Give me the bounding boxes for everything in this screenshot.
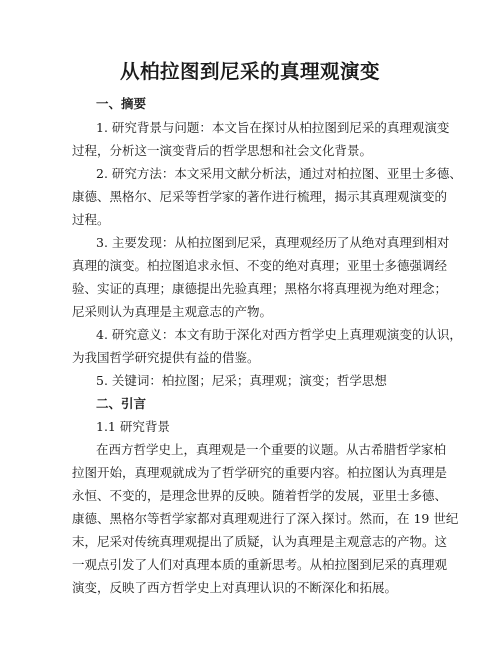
paragraph-line: 康德、黑格尔等哲学家都对真理观进行了深入探讨。然而，在 19 世纪: [72, 511, 459, 526]
paragraph-line: 为我国哲学研究提供有益的借鉴。: [72, 350, 260, 365]
paragraph-line: 过程，分析这一演变背后的哲学思想和社会文化背景。: [72, 143, 373, 158]
paragraph-line: 5. 关键词：柏拉图；尼采；真理观；演变；哲学思想: [96, 373, 387, 388]
paragraph-line: 演变，反映了西方哲学史上对真理认识的不断深化和拓展。: [72, 580, 398, 595]
paragraph-line: 真理的演变。柏拉图追求永恒、不变的绝对真理；亚里士多德强调经: [72, 258, 448, 273]
paragraph-line: 尼采则认为真理是主观意志的产物。: [72, 304, 273, 319]
paragraph-line: 永恒、不变的，是理念世界的反映。随着哲学的发展，亚里士多德、: [72, 488, 448, 503]
paragraph-line: 验、实证的真理；康德提出先验真理；黑格尔将真理视为绝对理念；: [72, 281, 448, 296]
paragraph-line: 4. 研究意义：本文有助于深化对西方哲学史上真理观演变的认识，: [96, 327, 462, 342]
paragraph-line: 在西方哲学史上，真理观是一个重要的议题。从古希腊哲学家柏: [96, 442, 447, 457]
paragraph-line: 康德、黑格尔、尼采等哲学家的著作进行梳理，揭示其真理观演变的: [72, 189, 448, 204]
paragraph-line: 一观点引发了人们对真理本质的重新思考。从柏拉图到尼采的真理观: [72, 557, 448, 572]
paragraph-line: 2. 研究方法：本文采用文献分析法，通过对柏拉图、亚里士多德、: [96, 166, 462, 181]
subsection-heading: 1.1 研究背景: [96, 419, 170, 434]
paragraph-line: 3. 主要发现：从柏拉图到尼采，真理观经历了从绝对真理到相对: [96, 235, 450, 250]
section-heading-abstract: 一、摘要: [96, 96, 147, 111]
paragraph-line: 末，尼采对传统真理观提出了质疑，认为真理是主观意志的产物。这: [72, 534, 448, 549]
paragraph-line: 1. 研究背景与问题：本文旨在探讨从柏拉图到尼采的真理观演变: [96, 120, 450, 135]
paragraph-line: 拉图开始，真理观就成为了哲学研究的重要内容。柏拉图认为真理是: [72, 465, 448, 480]
document-title: 从柏拉图到尼采的真理观演变: [119, 60, 380, 83]
section-heading-introduction: 二、引言: [96, 396, 147, 411]
paragraph-line: 过程。: [72, 212, 110, 227]
